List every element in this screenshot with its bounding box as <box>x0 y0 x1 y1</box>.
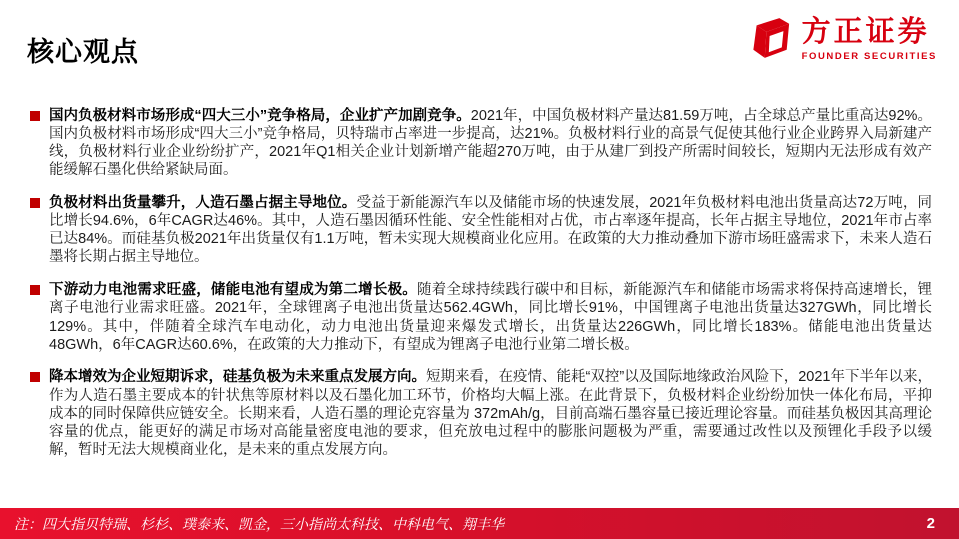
founder-cube-icon <box>742 14 794 66</box>
footnote-text: 注：四大指贝特瑞、杉杉、璞泰来、凯金，三小指尚太科技、中科电气、翔丰华 <box>14 515 504 532</box>
red-square-bullet-icon <box>30 372 40 382</box>
bullet-lead: 国内负极材料市场形成“四大三小”竞争格局，企业扩产加剧竞争。 <box>49 107 471 124</box>
bullet-body: 短期来看，在疫情、能耗“双控”以及国际地缘政治风险下，2021年下半年以来，作为人造石墨主要成本的针状焦等原材料以及石墨化加工环节，价格均大幅上涨。在此背景下，负极材料企业纷纷加快一体化布局，平抑成本的同时保障供应链安全。长期来看，人造石墨的理论克容量为 372mAh/g，目前高端石墨容量已接近理论容量。而硅基负极因其高理论容量的优点，能更好的满足市场对高能量密度电池的要求，但充放电过程中的膨胀问题极为严重，需要通过改性以及预锂化手段予以缓解，暂时无法大规模商业化，是未来的重点发展方向。 <box>49 369 933 459</box>
bullet-point-1 <box>30 107 932 180</box>
bullet-body: 2021年，中国负极材料产量达81.59万吨，占全球总产量比重高达92%。国内负极材料市场形成“四大三小”竞争格局，贝特瑞市占率进一步提高，达21%。负极材料行业的高景气促使其他行业企业跨界入局新建产线，负极材料行业企业纷纷扩产，2021年Q1相关企业计划新增产能超270万吨，由于从建厂到投产所需时间较长，短期内无法形成有效产能缓解石墨化供给紧缺局面。 <box>49 107 932 179</box>
footer-bar <box>0 508 959 539</box>
page-number: 2 <box>926 515 935 532</box>
red-square-bullet-icon <box>30 111 40 121</box>
bullet-point-3 <box>30 281 932 354</box>
bullet-point-2 <box>30 194 932 267</box>
bullet-body: 受益于新能源汽车以及储能市场的快速发展，2021年负极材料电池出货量高达72万吨，同比增长94.6%，6年CAGR达46%。其中，人造石墨因循环性能、安全性能相对占优，市占率逐年提高，长年占据主导地位，2021年市占率已达84%。而硅基负极2021年出货量仅有1.1万吨，暂未实现大规模商业化应用。在政策的大力推动叠加下游市场旺盛需求下，未来人造石墨将长期占据主导地位。 <box>49 194 932 266</box>
logo-name-cn: 方正证券 <box>801 16 930 49</box>
logo-text <box>802 18 937 62</box>
core-views-list <box>30 92 932 471</box>
red-square-bullet-icon <box>30 198 40 208</box>
bullet-lead: 下游动力电池需求旺盛，储能电池有望成为第二增长极。 <box>49 282 418 299</box>
bullet-lead: 降本增效为企业短期诉求，硅基负极为未来重点发展方向。 <box>49 369 427 386</box>
bullet-lead: 负极材料出货量攀升，人造石墨占据主导地位。 <box>49 194 357 211</box>
logo-name-en: FOUNDER SECURITIES <box>801 51 937 63</box>
page-title: 核心观点 <box>27 37 139 67</box>
red-square-bullet-icon <box>30 285 40 295</box>
bullet-body: 随着全球持续践行碳中和目标，新能源汽车和储能市场需求将保持高速增长，锂离子电池行业需求旺盛。2021年，全球锂离子电池出货量达562.4GWh，同比增长91%，中国锂离子电池出货量达327GWh，同比增长129%。其中，伴随着全球汽车电动化，动力电池出货量迎来爆发式增长，出货量达226GWh，同比增长183%。储能电池出货量达48GWh，6年CAGR达60.6%，在政策的大力推动下，有望成为锂离子电池行业第二增长极。 <box>49 282 933 353</box>
bullet-point-4 <box>30 368 932 459</box>
founder-securities-logo <box>742 14 937 66</box>
